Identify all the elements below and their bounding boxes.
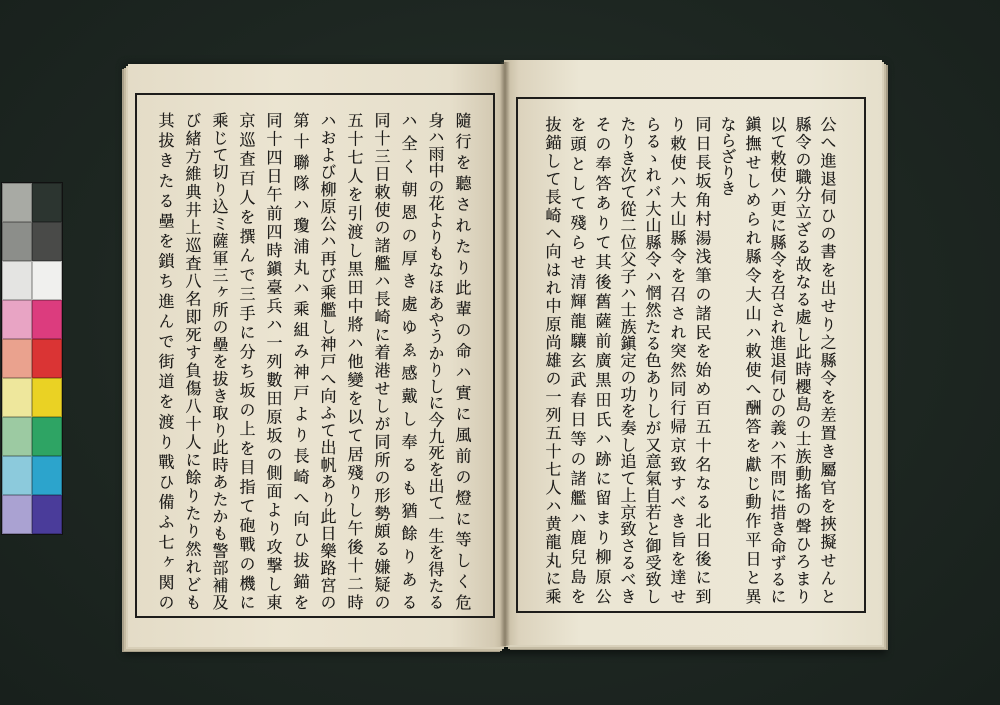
gray-patch: [2, 222, 32, 261]
text-column: 京巡査百人を撰んで三手に分ち坂の上を目指て砲戰の機に: [237, 112, 256, 610]
text-column: ハおよび柳原公ハ再び乘艦し神戸へ向ふて出帆あり此日樂路宮の: [318, 112, 337, 610]
text-column: 其拔きたる壘を鎖ち進んで街道を渡り戰ひ備ふ七ヶ関の: [156, 112, 175, 610]
text-column: 公へ進退伺ひの書を出せり之縣令を差置き屬官を挾擬せんと: [818, 116, 837, 604]
book-gutter: [500, 62, 510, 646]
light-red-patch: [2, 339, 32, 378]
text-column: り敕使ハ大山縣令を召され突然同行帰京致すべき旨を達せ: [668, 116, 687, 604]
dark-gray-patch: [32, 183, 62, 222]
green-patch: [32, 417, 62, 456]
color-calibration-chart: [2, 183, 62, 534]
text-column: 以て敕使ハ更に縣令を召され進退伺ひの義ハ不問に措き命ずるに: [768, 116, 787, 604]
text-column: 五十七人を引渡し黒田中將ハ他變を以て居殘りし午後十二時: [345, 112, 364, 610]
light-magenta-patch: [2, 300, 32, 339]
text-column: その奉答ありて其後舊薩前廣黒田氏ハ跡に留まり柳原公: [593, 116, 612, 604]
right-page-text: [532, 116, 840, 604]
white-patch: [32, 261, 62, 300]
text-column: 同十三日敕使の諸艦ハ長崎に着港せしが同所の形勢頗る嫌疑の: [372, 112, 391, 610]
text-column: 縣令の職分立ざる故なる處し此時櫻島の士族動搖の聲ひろまり: [793, 116, 812, 604]
dark-gray-patch: [32, 222, 62, 261]
white-patch: [2, 261, 32, 300]
text-column: 抜錨して長崎へ向はれ中原尚雄の一列五十七人ハ黄龍丸に乘: [543, 116, 562, 604]
text-column: 鎭撫せしめられ縣令大山ハ敕使へ酬答を獻じ動作平日と異: [743, 116, 762, 604]
gray-patch: [2, 183, 32, 222]
text-column: 同日長坂角村湯浅筆の諸民を始め百五十名なる北日後に到: [693, 116, 712, 604]
left-page-text: [146, 112, 476, 610]
light-yellow-patch: [2, 378, 32, 417]
blue-patch: [32, 495, 62, 534]
magenta-patch: [32, 300, 62, 339]
text-column: 同十四日午前四時鎭臺兵ハ一列數田原坂の側面より攻撃し東: [264, 112, 283, 610]
light-cyan-patch: [2, 456, 32, 495]
red-patch: [32, 339, 62, 378]
text-column: 隨行を聽されたり此輩の命ハ實に風前の燈に等しく危: [453, 112, 472, 610]
text-column: び緒方維典井上巡査八名即死す負傷八十人に餘りたり然れども: [183, 112, 202, 610]
text-column: ハ全く朝恩の厚き處ゆゑ感戴し奉るも猶餘りある: [399, 112, 418, 610]
light-green-patch: [2, 417, 32, 456]
light-blue-patch: [2, 495, 32, 534]
text-column: 第十聯隊ハ瓊浦丸ハ乘組み神戸より長崎へ向ひ拔錨を: [291, 112, 310, 610]
text-column: らるゝれバ大山縣令ハ惘然たる色ありしが又意氣自若と御受致し: [643, 116, 662, 604]
text-column: ならざりき: [718, 116, 737, 196]
yellow-patch: [32, 378, 62, 417]
cyan-patch: [32, 456, 62, 495]
text-column: 乘じて切り込ミ薩軍三ヶ所の壘を拔き取り此時あたかも警部補及: [210, 112, 229, 610]
text-column: を頭として殘らせ清輝龍驤玄武春日等の諸艦ハ鹿兒島を: [568, 116, 587, 604]
text-column: たりき次て從二位父子ハ士族鎭定の功を奏し追て上京致さるべき: [618, 116, 637, 604]
text-column: 身ハ雨中の花よりもなほあやうかりしに今九死を出て一生を得たる: [426, 112, 445, 610]
